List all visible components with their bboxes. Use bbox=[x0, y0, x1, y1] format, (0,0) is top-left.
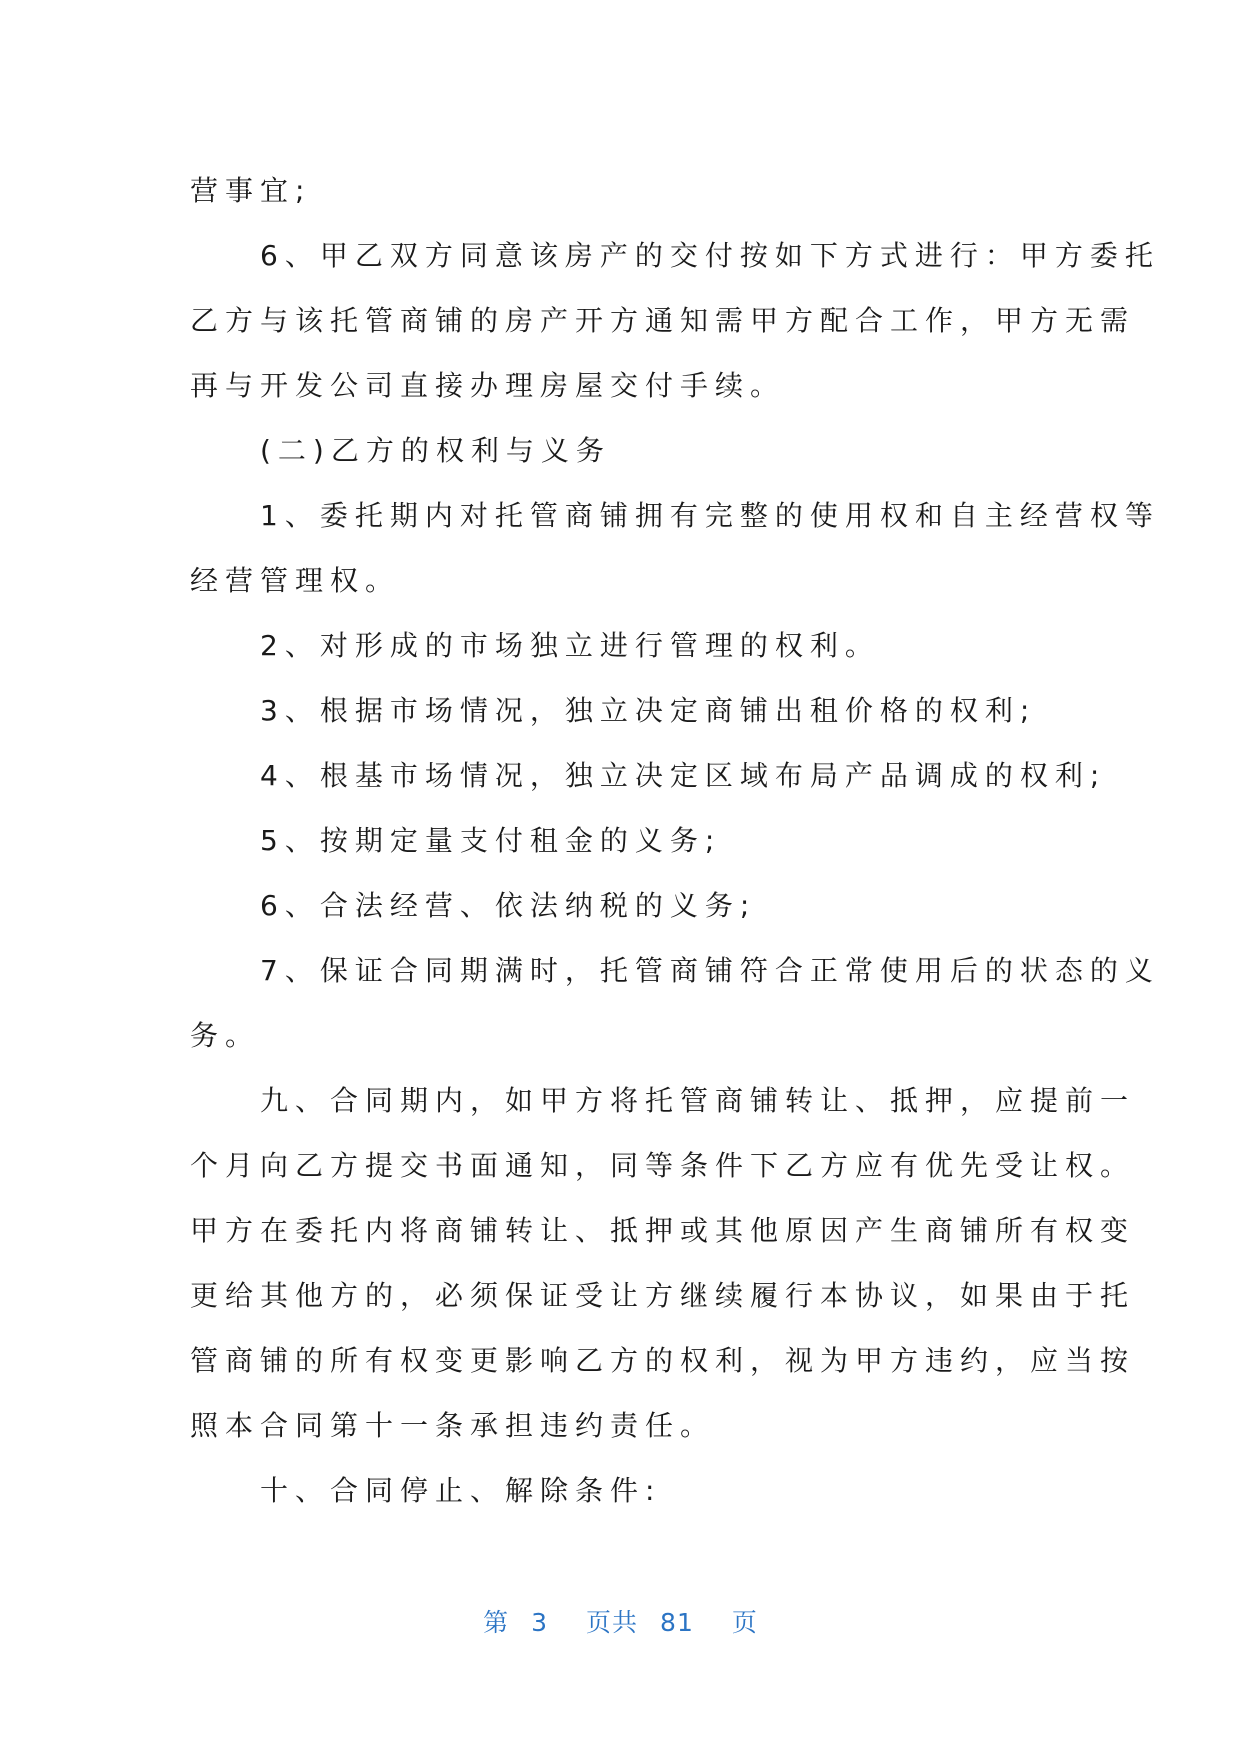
text-line: 4、根基市场情况，独立决定区域布局产品调成的权利; bbox=[190, 759, 1107, 792]
text-line: 甲方在委托内将商铺转让、抵押或其他原因产生商铺所有权变 bbox=[190, 1214, 1136, 1247]
page-label: 第 bbox=[483, 1608, 510, 1637]
page-number: 3 bbox=[531, 1608, 549, 1637]
text-line: 1、委托期内对托管商铺拥有完整的使用权和自主经营权等 bbox=[190, 499, 1160, 532]
text-line: 6、甲乙双方同意该房产的交付按如下方式进行：甲方委托 bbox=[190, 239, 1160, 272]
text-line: 2、对形成的市场独立进行管理的权利。 bbox=[190, 629, 880, 662]
text-line: 九、合同期内，如甲方将托管商铺转让、抵押，应提前一 bbox=[190, 1084, 1136, 1117]
text-line: 个月向乙方提交书面通知，同等条件下乙方应有优先受让权。 bbox=[190, 1149, 1136, 1182]
text-line: 十、合同停止、解除条件: bbox=[190, 1474, 662, 1507]
section-heading: (二)乙方的权利与义务 bbox=[190, 434, 611, 467]
text-line: 管商铺的所有权变更影响乙方的权利，视为甲方违约，应当按 bbox=[190, 1344, 1136, 1377]
page-footer bbox=[0, 1603, 1241, 1639]
text-line: 3、根据市场情况，独立决定商铺出租价格的权利; bbox=[190, 694, 1037, 727]
total-pages: 81 bbox=[660, 1608, 694, 1637]
total-suffix: 页 bbox=[731, 1608, 758, 1637]
document-body bbox=[190, 158, 1160, 1523]
text-line: 7、保证合同期满时，托管商铺符合正常使用后的状态的义 bbox=[190, 954, 1160, 987]
text-line: 再与开发公司直接办理房屋交付手续。 bbox=[190, 369, 786, 402]
text-line: 营事宜; bbox=[190, 174, 312, 207]
text-line: 乙方与该托管商铺的房产开方通知需甲方配合工作，甲方无需 bbox=[190, 304, 1136, 337]
page-suffix: 页共 bbox=[586, 1608, 639, 1637]
text-line: 6、合法经营、依法纳税的义务; bbox=[190, 889, 757, 922]
text-line: 更给其他方的，必须保证受让方继续履行本协议，如果由于托 bbox=[190, 1279, 1136, 1312]
text-line: 经营管理权。 bbox=[190, 564, 401, 597]
text-line: 务。 bbox=[190, 1019, 261, 1052]
text-line: 照本合同第十一条承担违约责任。 bbox=[190, 1409, 716, 1442]
text-line: 5、按期定量支付租金的义务; bbox=[190, 824, 722, 857]
